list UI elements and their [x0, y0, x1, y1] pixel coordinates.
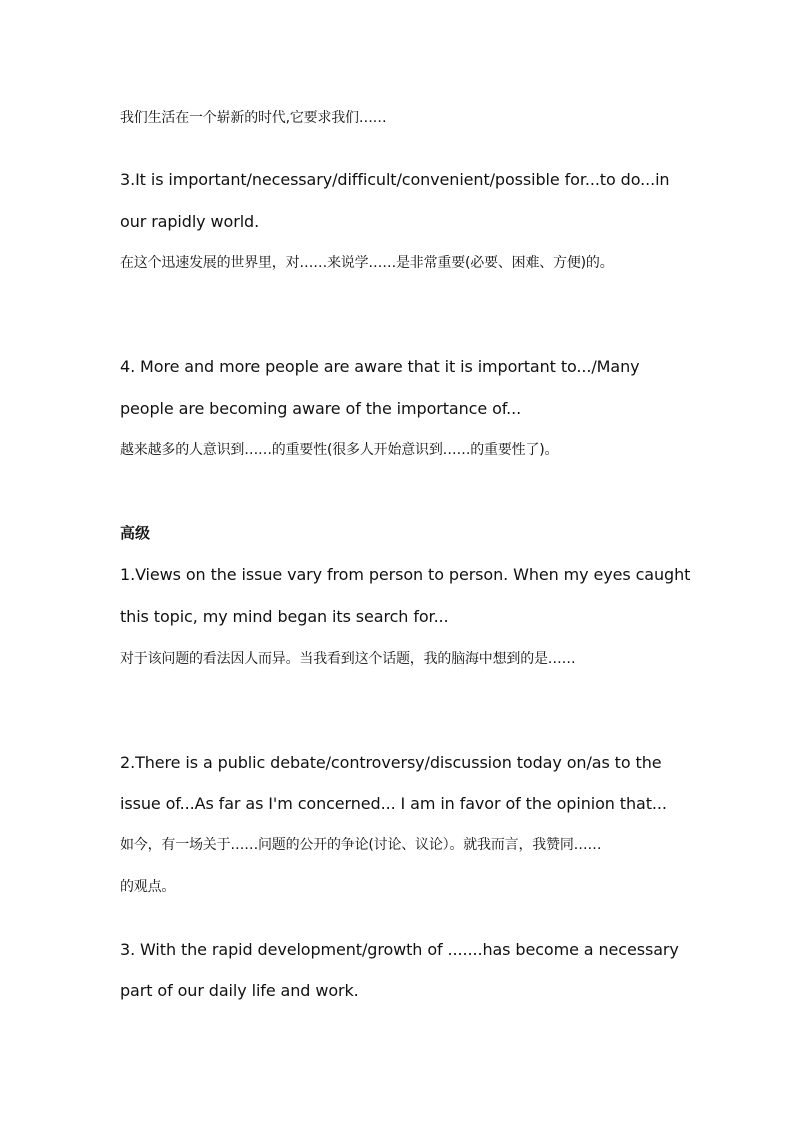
text-line-cn-views: 对于该问题的看法因人而异。当我看到这个话题，我的脑海中想到的是……: [120, 651, 576, 667]
text-line-daily-life: part of our daily life and work.: [120, 981, 359, 1000]
text-line-cn-aware: 越来越多的人意识到……的重要性(很多人开始意识到……的重要性了)。: [120, 442, 559, 458]
text-line-3-important: 3.It is important/necessary/difficult/convenient/possible for...to do...in: [120, 170, 670, 189]
text-line-cn-new-era: 我们生活在一个崭新的时代,它要求我们……: [120, 110, 387, 126]
text-line-1-views: 1.Views on the issue vary from person to person. When my eyes caught: [120, 565, 691, 584]
section-heading-advanced: 高级: [120, 524, 151, 542]
text-line-importance-of: people are becoming aware of the importance of...: [120, 399, 522, 418]
text-line-issue-of: issue of...As far as I'm concerned... I am in favor of the opinion that...: [120, 794, 667, 813]
text-line-rapidly-world: our rapidly world.: [120, 212, 260, 231]
text-line-cn-opinion: 的观点。: [120, 879, 176, 895]
text-line-3-development: 3. With the rapid development/growth of .......has become a necessary: [120, 940, 679, 959]
text-line-4-aware: 4. More and more people are aware that it is important to.../Many: [120, 357, 640, 376]
text-line-2-debate: 2.There is a public debate/controversy/discussion today on/as to the: [120, 753, 662, 772]
text-line-cn-debate: 如今，有一场关于……问题的公开的争论(讨论、议论）。就我而言，我赞同……: [120, 837, 602, 853]
text-line-cn-rapid-world: 在这个迅速发展的世界里，对……来说学……是非常重要(必要、困难、方便)的。: [120, 255, 614, 271]
text-line-topic-search: this topic, my mind began its search for...: [120, 607, 449, 626]
